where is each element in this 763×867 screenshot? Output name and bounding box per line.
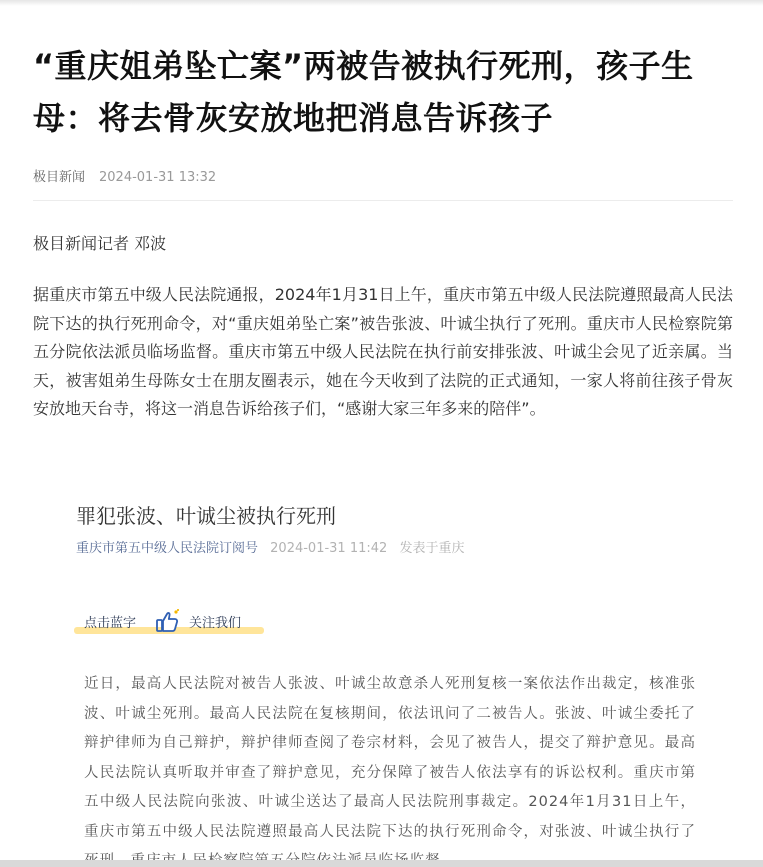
embedded-post-image [60,480,710,867]
embed-body: 近日，最高人民法院对被告人张波、叶诚尘故意杀人死刑复核一案依法作出裁定，核准张波、叶诚尘死刑。最高人民法院在复核期间，依法讯问了二被告人。张波、叶诚尘委托了辩护律师为自己辩护，辩护律师查阅了卷宗材料，会见了被告人，提交了辩护意见。最高人民法院认真听取并审查了辩护意见，充分保障了被告人依法享有的诉讼权利。重庆市第五中级人民法院向张波、叶诚尘送达了最高人民法院刑事裁定。2024年1月31日上午，重庆市第五中级人民法院遵照最高人民法院下达的执行死刑命令，对张波、叶诚尘执行了 [84,676,696,840]
top-edge [0,0,763,6]
article [33,40,733,424]
follow-left-text: 点击蓝字 [84,616,137,631]
article-source[interactable]: 极目新闻 [33,170,86,185]
follow-right-text: 关注我们 [189,616,242,631]
follow-banner [74,606,264,638]
article-meta [33,166,733,190]
meta-divider [33,200,733,201]
embed-datetime: 2024-01-31 11:42 [270,541,388,556]
article-title: “重庆姐弟坠亡案”两被告被执行死刑，孩子生母：将去骨灰安放地把消息告诉孩子 [33,47,694,137]
embed-location: 发表于重庆 [399,541,465,556]
embed-meta [76,540,464,558]
article-byline: 极目新闻记者 邓波 [33,234,167,253]
article-datetime: 2024-01-31 13:32 [99,170,217,185]
article-paragraph: 据重庆市第五中级人民法院通报，2024年1月31日上午，重庆市第五中级人民法院遵照最高人民法院下达的执行死刑命令，对“重庆姐弟坠亡案”被告张波、叶诚尘执行了死刑。重庆市人民检察院第五分院依法派员临场监督。重庆市第五中级人民法院在执行前安排张波、叶诚尘会见了近亲属。当天，被害姐弟生母陈女士在朋友圈表示，她在今天收到了法院的正式通知，一家人将前往孩子骨灰安放地天台寺，将这一消息告诉给孩子们，“感谢大家三年多来的陪伴”。 [33,285,733,418]
embed-source: 重庆市第五中级人民法院订阅号 [76,541,259,556]
thumbs-up-icon [154,608,182,636]
embed-title: 罪犯张波、叶诚尘被执行死刑 [76,504,336,528]
horizontal-scrollbar[interactable] [0,860,763,867]
